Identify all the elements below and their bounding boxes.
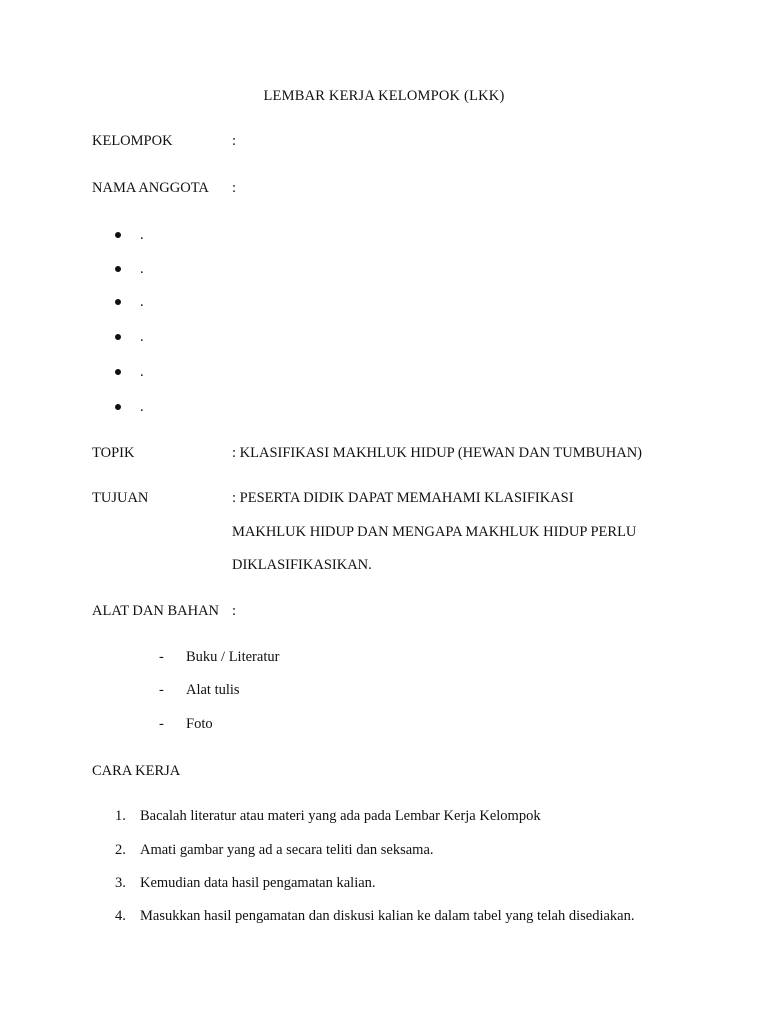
kelompok-colon: : [232, 133, 237, 149]
bullet-icon [115, 232, 121, 238]
alat-bahan-item: Alat tulis [186, 682, 240, 698]
dash-marker: - [159, 682, 164, 698]
step-text: Bacalah literatur atau materi yang ada pada Lembar Kerja Kelompok [140, 808, 541, 824]
cara-kerja-label: CARA KERJA [92, 763, 181, 779]
nama-anggota-colon: : [232, 180, 237, 196]
bullet-icon [115, 369, 121, 375]
tujuan-label: TUJUAN [92, 490, 149, 506]
dash-marker: - [159, 716, 164, 732]
step-number: 4. [115, 908, 126, 924]
step-text: Kemudian data hasil pengamatan kalian. [140, 875, 376, 891]
member-item: . [140, 399, 144, 415]
kelompok-label: KELOMPOK [92, 133, 173, 149]
topik-value: : KLASIFIKASI MAKHLUK HIDUP (HEWAN DAN TUMBUHAN) [232, 445, 643, 461]
bullet-icon [115, 404, 121, 410]
step-number: 3. [115, 875, 126, 891]
alat-bahan-colon: : [232, 603, 237, 619]
alat-bahan-label: ALAT DAN BAHAN [92, 603, 220, 619]
bullet-icon [115, 266, 121, 272]
member-item: . [140, 227, 144, 243]
bullet-icon [115, 299, 121, 305]
step-text: Amati gambar yang ad a secara teliti dan seksama. [140, 842, 434, 858]
step-number: 1. [115, 808, 126, 824]
alat-bahan-item: Foto [186, 716, 213, 732]
step-number: 2. [115, 842, 126, 858]
step-text: Masukkan hasil pengamatan dan diskusi kalian ke dalam tabel yang telah disediakan. [140, 908, 635, 924]
tujuan-line: : PESERTA DIDIK DAPAT MEMAHAMI KLASIFIKASI [232, 490, 574, 506]
topik-label: TOPIK [92, 445, 135, 461]
page-title: LEMBAR KERJA KELOMPOK (LKK) [263, 88, 505, 104]
member-item: . [140, 329, 144, 345]
bullet-icon [115, 334, 121, 340]
dash-marker: - [159, 649, 164, 665]
nama-anggota-label: NAMA ANGGOTA [92, 180, 209, 196]
member-item: . [140, 364, 144, 380]
alat-bahan-item: Buku / Literatur [186, 649, 280, 665]
tujuan-line: DIKLASIFIKASIKAN. [232, 557, 372, 573]
member-item: . [140, 294, 144, 310]
tujuan-line: MAKHLUK HIDUP DAN MENGAPA MAKHLUK HIDUP PERLU [232, 524, 637, 540]
member-item: . [140, 261, 144, 277]
